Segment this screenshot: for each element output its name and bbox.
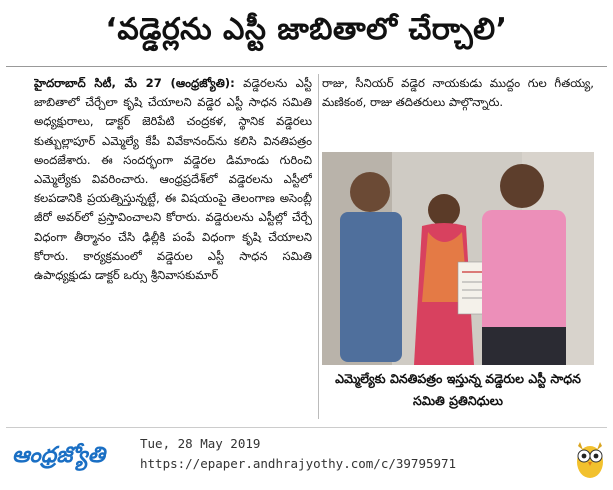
article-paragraph-continued: రాజు, సీనియర్ వడ్డెర నాయకుడు ముద్దం గుల గీతయ్య, మణికంఠ, రాజు తదితరులు పాల్గొన్నారు. xyxy=(322,76,594,110)
article-paragraph: వడ్డెరలను ఎస్టీ జాబితాలో చేర్చేలా కృషి చేయాలని వడ్డెర ఎస్టీ సాధన సమితి అధ్యక్షురాలు, డాక్టర్ జెరిపేటి చంద్రకళ, స్థానిక వడ్డెరలు కుత్బుల్లాపూర్ ఎమ్మెల్యే కేపీ వివేకానంద్‌ను కలిసి వినతిపత్రం అందజేశారు. ఈ సందర్భంగా వడ్డెరల డిమాండు గురించి ఎమ్మెల్యేకు వివరించారు. ఆంధ్రప్రదేశ్‌లో వడ్డెరలను ఎస్టీలో కలపడానికి ప్రయత్నిస్తున్నట్టే, ఈ విషయంపై తెలంగాణ అసెంబ్లీ జీరో అవర్‌లో ప్రస్తావించాలని కోరారు. వడ్డెరులను ఎస్టీల్లో చేర్చే విధంగా తీర్మానం చేసి ఢిల్లీకి పంపే విధంగా కృషి చేయాలని కోరారు. కార్యక్రమంలో వడ్డెరుల ఎస్టీ సాధన సమితి ఉపాధ్యక్షుడు డాక్టర్ ఒర్సు శ్రీనివాసకుమార్ xyxy=(34,76,312,283)
footer-meta xyxy=(140,434,456,474)
headline: ‘వడ్డెర్లను ఎస్టీ జాబితాలో చేర్చాలి’ xyxy=(105,12,508,47)
photo-illustration xyxy=(322,152,594,365)
newspaper-logo: ఆంధ్రజ్యోతి xyxy=(12,443,105,468)
article-body xyxy=(34,74,312,285)
publication-date: Tue, 28 May 2019 xyxy=(140,436,261,451)
news-photo xyxy=(322,152,594,365)
dateline: హైదరాబాద్ సిటీ, మే 27 (ఆంధ్రజ్యోతి): xyxy=(34,76,235,90)
photo-caption: ఎమ్మెల్యేకు వినతిపత్రం ఇస్తున్న వడ్డెరుల ఎస్టీ సాధన సమితి ప్రతినిధులు xyxy=(335,371,581,408)
column-divider xyxy=(318,74,319,419)
headline-rule xyxy=(6,66,607,67)
article-left-column xyxy=(34,74,312,422)
epaper-url[interactable]: https://epaper.andhrajyothy.com/c/39795971 xyxy=(140,456,457,471)
footer-rule xyxy=(6,427,607,428)
owl-icon xyxy=(574,436,606,480)
article-right-column xyxy=(322,74,594,112)
